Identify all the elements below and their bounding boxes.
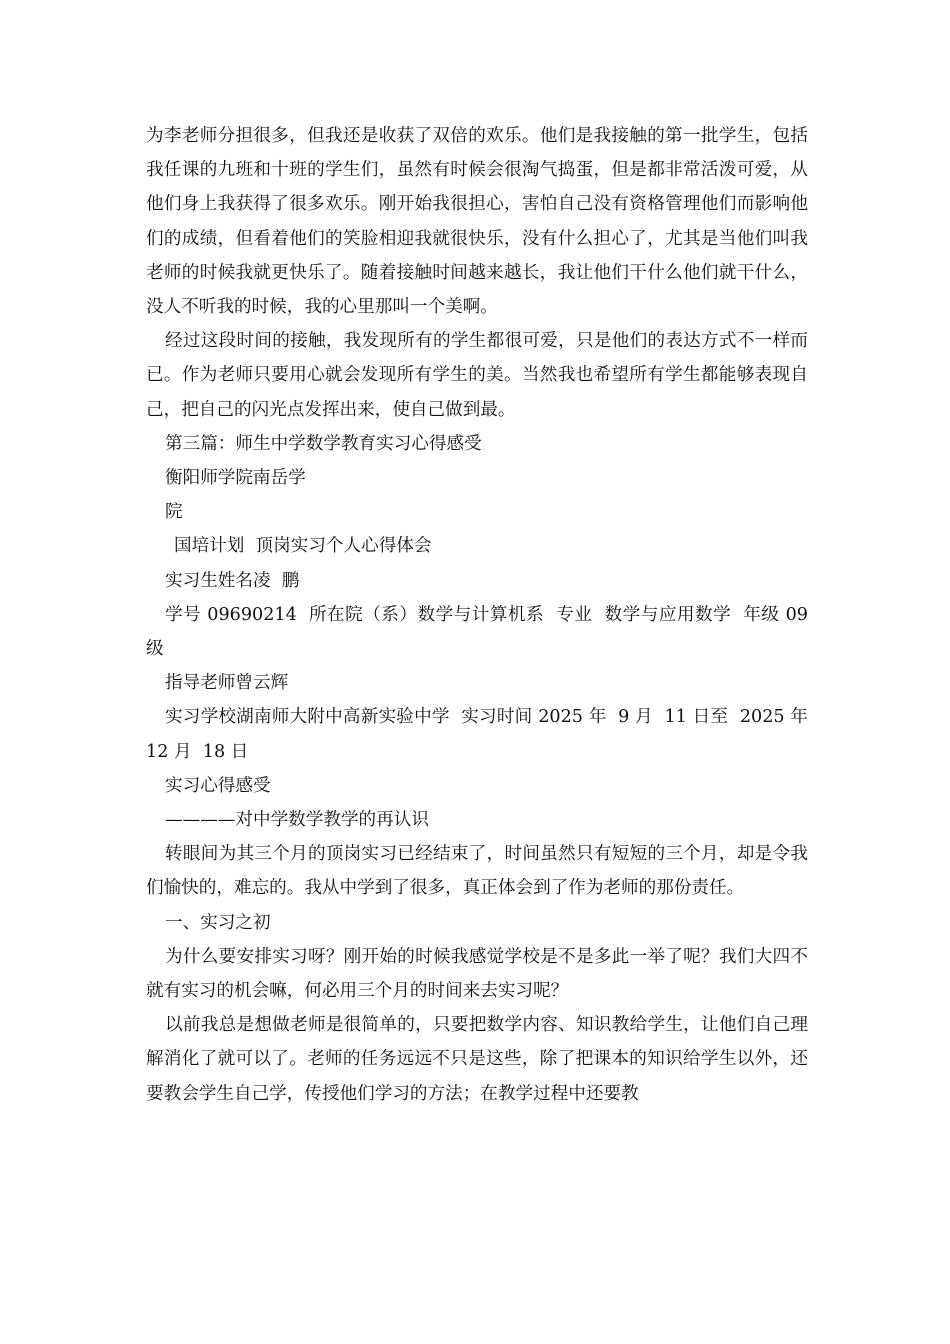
internship-school-period: 实习学校湖南师大附中高新实验中学 实习时间 2025 年 9 月 11 日至 2025 年 12 月 18 日 bbox=[146, 707, 814, 762]
report-title: 国培计划 顶岗实习个人心得体会 bbox=[174, 536, 432, 557]
paragraph-why-internship: 为什么要安排实习呀？刚开始的时候我感觉学校是不是多此一举了呢？我们大四不就有实习的机会嘛，何必用三个月的时间来去实习呢？ bbox=[146, 946, 808, 1002]
paragraph-continuation: 为李老师分担很多，但我还是收获了双倍的欢乐。他们是我接触的第一批学生，包括我任课的九班和十班的学生们，虽然有时候会很淘气捣蛋，但是都非常活泼可爱，从他们身上我获得了很多欢乐。刚开始我很担心，害怕自己没有资格管理他们而影响他们的成绩，但看着他们的笑脸相迎我就很快乐，没有什么担心了，尤其是当他们叫我老师的时候我就更快乐了。随着接触时间越来越长，我让他们干什么他们就干什么，没人不听我的时候，我的心里那叫一个美啊。 bbox=[146, 126, 808, 318]
document-body bbox=[146, 119, 814, 1111]
subtitle-reflection: ————对中学数学教学的再认识 bbox=[165, 810, 429, 831]
subtitle-impressions: 实习心得感受 bbox=[165, 775, 271, 796]
section-heading-beginning: 一、实习之初 bbox=[165, 912, 271, 933]
paragraph-teacher-role: 以前我总是想做老师是很简单的，只要把数学内容、知识教给学生，让他们自己理解消化了就可以了。老师的任务远远不只是这些，除了把课本的知识给学生以外，还要教会学生自己学，传授他们学习的方法；在教学过程中还要教 bbox=[146, 1015, 808, 1104]
intern-name: 实习生姓名凌 鹏 bbox=[165, 570, 300, 591]
advisor: 指导老师曾云辉 bbox=[165, 673, 289, 694]
paragraph-intro: 转眼间为其三个月的顶岗实习已经结束了，时间虽然只有短短的三个月，却是令我们愉快的，难忘的。我从中学到了很多，真正体会到了作为老师的那份责任。 bbox=[146, 844, 808, 899]
section-heading-part-three: 第三篇：师生中学数学教育实习心得感受 bbox=[165, 433, 482, 454]
college-name-cont: 院 bbox=[165, 502, 183, 523]
paragraph-reflection: 经过这段时间的接触，我发现所有的学生都很可爱，只是他们的表达方式不一样而已。作为老师只要用心就会发现所有学生的美。当然我也希望所有学生都能够表现自己，把自己的闪光点发挥出来，使自己做到最。 bbox=[146, 331, 808, 420]
college-name: 衡阳师学院南岳学 bbox=[165, 468, 306, 489]
student-info: 学号 09690214 所在院（系）数学与计算机系 专业 数学与应用数学 年级 09 级 bbox=[146, 604, 814, 660]
